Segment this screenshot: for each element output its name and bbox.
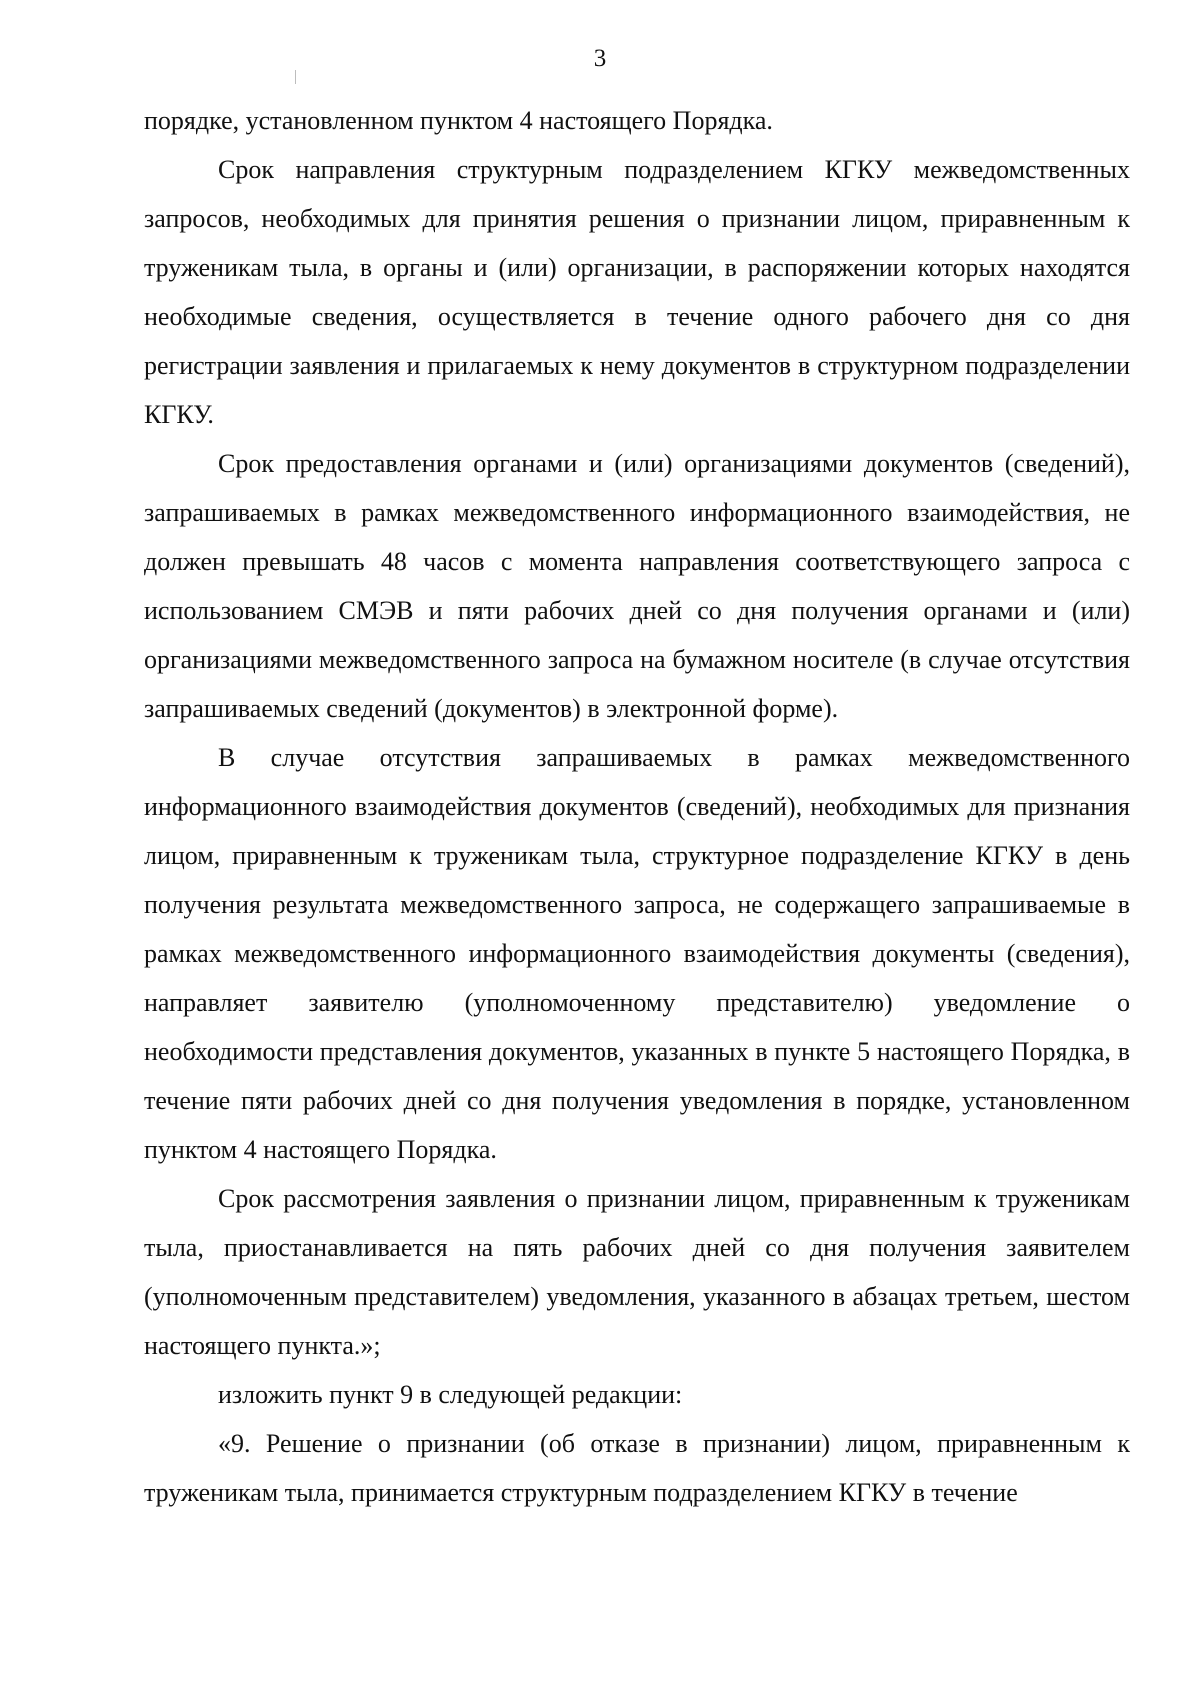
- document-body: [144, 96, 1130, 1517]
- paragraph-request-deadline: Срок направления структурным подразделением КГКУ межведомственных запросов, необходимых для принятия решения о признании лицом, приравненным к труженикам тыла, в органы и (или) организации, в распоряжении которых находятся необходимые сведения, осуществляется в течение одного рабочего дня со дня регистрации заявления и прилагаемых к нему документов в структурном подразделении КГКУ.: [144, 155, 1130, 429]
- paragraph-missing-documents: В случае отсутствия запрашиваемых в рамках межведомственного информационного взаимодействия документов (сведений), необходимых для признания лицом, приравненным к труженикам тыла, структурное подразделение КГКУ в день получения результата межведомственного запроса, не содержащего запрашиваемые в рамках межведомственного информационного взаимодействия документы (сведения), направляет заявителю (уполномоченному представителю) уведомление о необходимости представления документов, указанных в пункте 5 настоящего Порядка, в течение пяти рабочих дней со дня получения уведомления в порядке, установленном пунктом 4 настоящего Порядка.: [144, 743, 1130, 1164]
- paragraph-item-9: «9. Решение о признании (об отказе в признании) лицом, приравненным к труженикам тыла, принимается структурным подразделением КГКУ в течение: [144, 1429, 1130, 1507]
- paragraph-continuation: порядке, установленном пунктом 4 настоящего Порядка.: [144, 106, 773, 135]
- paragraph-response-deadline: Срок предоставления органами и (или) организациями документов (сведений), запрашиваемых в рамках межведомственного информационного взаимодействия, не должен превышать 48 часов с момента направления соответствующего запроса с использованием СМЭВ и пяти рабочих дней со дня получения органами и (или) организациями межведомственного запроса на бумажном носителе (в случае отсутствия запрашиваемых сведений (документов) в электронной форме).: [144, 449, 1130, 723]
- page-number: 3: [593, 45, 607, 72]
- paragraph-suspension: Срок рассмотрения заявления о признании лицом, приравненным к труженикам тыла, приостанавливается на пять рабочих дней со дня получения заявителем (уполномоченным представителем) уведомления, указанного в абзацах третьем, шестом настоящего пункта.»;: [144, 1184, 1130, 1360]
- scan-mark: [295, 70, 296, 84]
- paragraph-amendment-instruction: изложить пункт 9 в следующей редакции:: [218, 1380, 683, 1409]
